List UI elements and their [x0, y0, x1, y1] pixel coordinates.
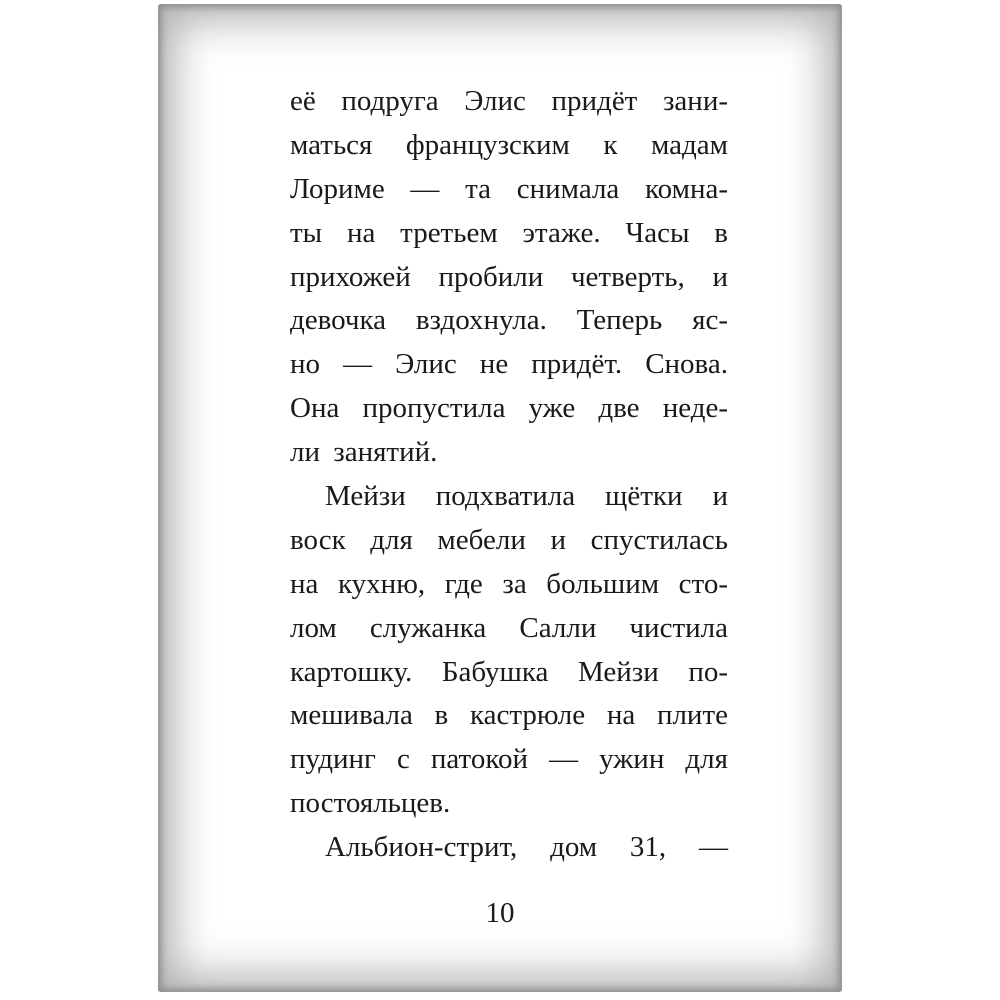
- text-line: но — Элис не придёт. Снова.: [290, 348, 728, 381]
- text-line: её подруга Элис придёт зани-: [290, 85, 728, 117]
- text-line: пудинг с патокой — ужин для: [290, 743, 728, 776]
- page-body-text: [290, 80, 728, 870]
- text-line: ты на третьем этаже. Часы в: [290, 216, 728, 249]
- text-line: прихожей пробили четверть, и: [290, 260, 728, 293]
- text-line: на кухню, где за большим сто-: [290, 567, 728, 600]
- page-number: 10: [485, 897, 515, 929]
- paragraph-start-line: Мейзи подхватила щётки и: [325, 480, 728, 513]
- text-line: девочка вздохнула. Теперь яс-: [290, 304, 728, 337]
- paragraph-start-line: Альбион-стрит, дом 31, —: [325, 831, 728, 864]
- text-line: ли занятий.: [290, 436, 438, 469]
- text-line: лом служанка Салли чистила: [290, 611, 728, 644]
- text-line: Лориме — та снимала комна-: [290, 172, 728, 205]
- text-line: мешивала в кастрюле на плите: [290, 699, 728, 732]
- text-line: воск для мебели и спустилась: [290, 523, 728, 556]
- text-line: постояльцев.: [290, 787, 451, 820]
- text-line: маться французским к мадам: [290, 128, 728, 161]
- text-line: картошку. Бабушка Мейзи по-: [290, 655, 728, 688]
- text-line: Она пропустила уже две неде-: [290, 392, 728, 425]
